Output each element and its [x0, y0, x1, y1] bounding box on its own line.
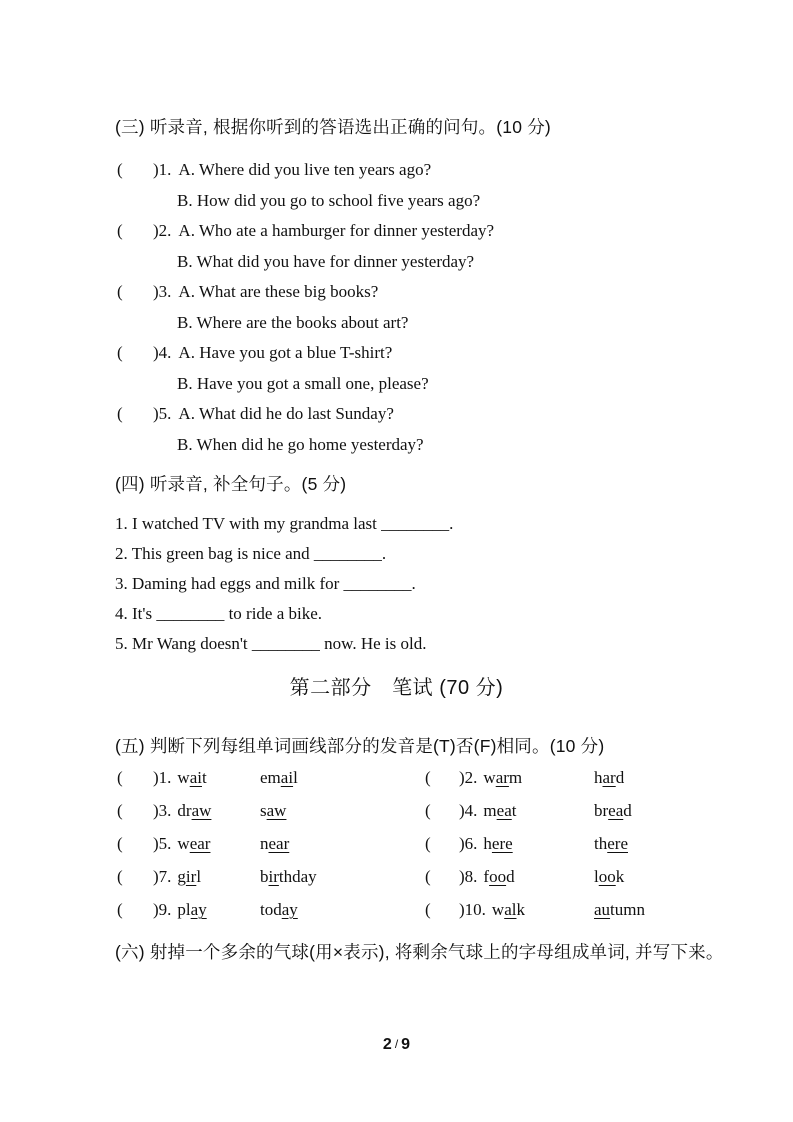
answer-bracket: ( [117, 900, 123, 919]
answer-bracket: ( [117, 867, 123, 886]
page-total: 9 [401, 1036, 411, 1053]
answer-bracket: ( [425, 900, 431, 919]
question-5-option-b [115, 435, 715, 466]
option-b-text: B. How did you go to school five years ago? [177, 190, 481, 210]
section-5-phonics-table [115, 768, 715, 933]
phonics-pair-2 [423, 768, 715, 788]
phonics-word: here [483, 834, 513, 853]
fill-blank-sentence-3: 3. Daming had eggs and milk for ________. [115, 574, 416, 593]
phonics-word: bread [594, 801, 632, 820]
phonics-pair-8 [423, 867, 715, 887]
answer-bracket: ( [117, 282, 123, 301]
phonics-row-5 [115, 900, 715, 933]
section-6-heading: (六) 射掉一个多余的气球(用×表示), 将剩余气球上的字母组成单词, 并写下来。 [115, 942, 724, 962]
section-3-heading: (三) 听录音, 根据你听到的答语选出正确的问句。(10 分) [115, 117, 551, 137]
phonics-word: wait [177, 768, 207, 787]
phonics-word: meat [483, 801, 517, 820]
answer-bracket: ( [117, 221, 123, 240]
phonics-row-1 [115, 768, 715, 801]
fill-blank-sentence-4: 4. It's ________ to ride a bike. [115, 604, 323, 623]
phonics-word: there [594, 834, 628, 853]
question-4-option-a [115, 343, 715, 374]
section-5-heading: (五) 判断下列每组单词画线部分的发音是(T)否(F)相同。(10 分) [115, 736, 605, 756]
question-2-option-a [115, 221, 715, 252]
fill-blank-sentence-5: 5. Mr Wang doesn't ________ now. He is old. [115, 634, 427, 653]
phonics-word: look [594, 867, 625, 886]
phonics-row-4 [115, 867, 715, 900]
question-number: )3. [153, 282, 172, 301]
phonics-pair-10 [423, 900, 715, 920]
question-1-option-a [115, 160, 715, 191]
question-5-option-a [115, 404, 715, 435]
fill-blank-sentence-2: 2. This green bag is nice and ________. [115, 544, 387, 563]
pair-number: )10. [459, 900, 486, 919]
phonics-pair-4 [423, 801, 715, 821]
phonics-word: warm [483, 768, 523, 787]
section-4-heading: (四) 听录音, 补全句子。(5 分) [115, 474, 347, 494]
answer-bracket: ( [425, 768, 431, 787]
question-number: )2. [153, 221, 172, 240]
fill-blank-sentence-1: 1. I watched TV with my grandma last ________. [115, 514, 454, 533]
phonics-row-3 [115, 834, 715, 867]
phonics-pair-3 [115, 801, 423, 821]
answer-bracket: ( [117, 343, 123, 362]
phonics-word: girl [177, 867, 202, 886]
phonics-word: wear [177, 834, 211, 853]
phonics-word: birthday [260, 867, 317, 886]
question-number: )4. [153, 343, 172, 362]
pair-number: )6. [459, 834, 478, 853]
phonics-pair-9 [115, 900, 423, 920]
option-a-text: A. Have you got a blue T-shirt? [178, 343, 393, 362]
option-b-text: B. When did he go home yesterday? [177, 434, 424, 454]
phonics-pair-5 [115, 834, 423, 854]
phonics-word: food [483, 867, 515, 886]
pair-number: )9. [153, 900, 172, 919]
pair-number: )7. [153, 867, 172, 886]
answer-bracket: ( [117, 768, 123, 787]
pair-number: )8. [459, 867, 478, 886]
page-number [0, 1036, 793, 1054]
section-4-sentences [115, 514, 715, 664]
option-b-text: B. Where are the books about art? [177, 312, 409, 332]
phonics-word: autumn [594, 900, 645, 919]
answer-bracket: ( [425, 867, 431, 886]
phonics-word: draw [177, 801, 212, 820]
question-2-option-b [115, 252, 715, 283]
phonics-pair-7 [115, 867, 423, 887]
page-separator: / [394, 1037, 399, 1051]
answer-bracket: ( [425, 834, 431, 853]
question-3-option-b [115, 313, 715, 344]
page-current: 2 [382, 1036, 392, 1053]
option-a-text: A. Where did you live ten years ago? [178, 160, 432, 179]
answer-bracket: ( [117, 834, 123, 853]
answer-bracket: ( [117, 801, 123, 820]
pair-number: )4. [459, 801, 478, 820]
question-4-option-b [115, 374, 715, 405]
option-b-text: B. Have you got a small one, please? [177, 373, 429, 393]
phonics-word: hard [594, 768, 625, 787]
phonics-row-2 [115, 801, 715, 834]
option-b-text: B. What did you have for dinner yesterday? [177, 251, 475, 271]
option-a-text: A. What are these big books? [178, 282, 379, 301]
phonics-word: play [177, 900, 207, 919]
question-number: )1. [153, 160, 172, 179]
question-number: )5. [153, 404, 172, 423]
option-a-text: A. What did he do last Sunday? [178, 404, 394, 423]
answer-bracket: ( [117, 404, 123, 423]
option-a-text: A. Who ate a hamburger for dinner yesterday? [178, 221, 495, 240]
phonics-pair-6 [423, 834, 715, 854]
phonics-word: near [260, 834, 290, 853]
question-1-option-b [115, 191, 715, 222]
section-3-questions [115, 160, 715, 465]
phonics-word: today [260, 900, 298, 919]
phonics-word: saw [260, 801, 287, 820]
phonics-word: email [260, 768, 298, 787]
question-3-option-a [115, 282, 715, 313]
pair-number: )1. [153, 768, 172, 787]
phonics-word: walk [491, 900, 525, 919]
answer-bracket: ( [117, 160, 123, 179]
pair-number: )2. [459, 768, 478, 787]
pair-number: )5. [153, 834, 172, 853]
part-2-title: 第二部分 笔试 (70 分) [289, 677, 504, 699]
phonics-pair-1 [115, 768, 423, 788]
answer-bracket: ( [425, 801, 431, 820]
pair-number: )3. [153, 801, 172, 820]
